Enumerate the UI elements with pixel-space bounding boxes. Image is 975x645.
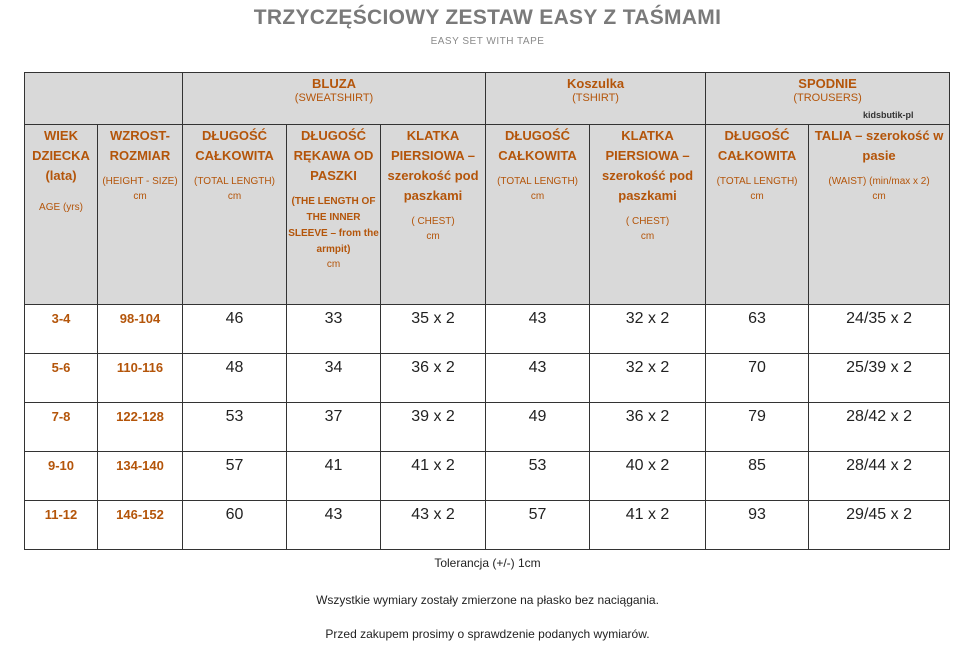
column-header-unit: cm bbox=[426, 231, 440, 242]
column-header-unit: cm bbox=[133, 191, 147, 202]
group-name-en: (TSHIRT) bbox=[572, 92, 619, 104]
column-header-english: (HEIGHT - SIZE) bbox=[102, 176, 178, 187]
group-name: Koszulka bbox=[567, 76, 625, 91]
column-header bbox=[706, 125, 809, 305]
measurement-cell: 35 x 2 bbox=[381, 305, 486, 354]
measurement-cell: 32 x 2 bbox=[590, 305, 706, 354]
column-header bbox=[486, 125, 590, 305]
table-row bbox=[25, 305, 950, 354]
size-cell: 98-104 bbox=[98, 305, 183, 354]
tolerance-note: Tolerancja (+/-) 1cm bbox=[434, 556, 541, 570]
column-header-row bbox=[25, 125, 950, 305]
table-row bbox=[25, 403, 950, 452]
column-header-unit: cm bbox=[530, 191, 545, 202]
column-header bbox=[183, 125, 287, 305]
measurement-cell: 43 x 2 bbox=[381, 501, 486, 550]
column-header-label: KLATKA PIERSIOWA – szerokość pod paszkami bbox=[387, 128, 479, 203]
measurement-cell: 28/44 x 2 bbox=[809, 452, 950, 501]
age-cell: 5-6 bbox=[25, 354, 98, 403]
column-header-english: (TOTAL LENGTH) bbox=[716, 176, 798, 187]
group-name: BLUZA bbox=[311, 76, 357, 91]
age-cell: 9-10 bbox=[25, 452, 98, 501]
group-header-tshirt bbox=[486, 73, 706, 125]
column-header-english: (TOTAL LENGTH) bbox=[497, 176, 578, 187]
measurement-cell: 43 bbox=[486, 305, 590, 354]
group-name-en: (TROUSERS) bbox=[793, 92, 862, 104]
column-header-english: ( CHEST) bbox=[411, 216, 455, 227]
column-header-unit: cm bbox=[640, 231, 655, 242]
measurement-cell: 40 x 2 bbox=[590, 452, 706, 501]
column-header-english: AGE (yrs) bbox=[39, 202, 83, 213]
column-header-label: WIEK DZIECKA (lata) bbox=[32, 128, 90, 183]
measurement-cell: 39 x 2 bbox=[381, 403, 486, 452]
table-row bbox=[25, 354, 950, 403]
measurement-cell: 29/45 x 2 bbox=[809, 501, 950, 550]
group-name-en: (SWEATSHIRT) bbox=[294, 92, 374, 104]
measurement-cell: 37 bbox=[287, 403, 381, 452]
measurement-cell: 60 bbox=[183, 501, 287, 550]
measurement-cell: 41 bbox=[287, 452, 381, 501]
page-subtitle: EASY SET WITH TAPE bbox=[430, 36, 545, 47]
table-body bbox=[25, 305, 950, 550]
table-row bbox=[25, 501, 950, 550]
column-header bbox=[809, 125, 950, 305]
measurement-cell: 49 bbox=[486, 403, 590, 452]
column-header-unit: cm bbox=[227, 191, 242, 202]
check-note: Przed zakupem prosimy o sprawdzenie podanych wymiarów. bbox=[325, 627, 650, 641]
age-cell: 11-12 bbox=[25, 501, 98, 550]
column-header-label: KLATKA PIERSIOWA – szerokość pod paszkami bbox=[602, 128, 694, 203]
measurement-cell: 46 bbox=[183, 305, 287, 354]
measurement-cell: 36 x 2 bbox=[381, 354, 486, 403]
measurement-cell: 28/42 x 2 bbox=[809, 403, 950, 452]
column-header-unit: cm bbox=[750, 191, 764, 202]
column-header-english: (WAIST) (min/max x 2) bbox=[828, 176, 930, 187]
column-header-label: DŁUGOŚĆ CAŁKOWITA bbox=[717, 128, 797, 163]
column-header-label: DŁUGOŚĆ RĘKAWA OD PASZKI bbox=[293, 128, 374, 183]
column-header-unit: cm bbox=[872, 191, 886, 202]
size-cell: 134-140 bbox=[98, 452, 183, 501]
measurement-note: Wszystkie wymiary zostały zmierzone na płasko bez naciągania. bbox=[316, 593, 659, 607]
measurement-cell: 70 bbox=[706, 354, 809, 403]
column-header bbox=[381, 125, 486, 305]
page-title: TRZYCZĘŚCIOWY ZESTAW EASY Z TAŚMAMI bbox=[253, 6, 722, 29]
measurement-cell: 33 bbox=[287, 305, 381, 354]
measurement-cell: 36 x 2 bbox=[590, 403, 706, 452]
column-header bbox=[98, 125, 183, 305]
measurement-cell: 43 bbox=[287, 501, 381, 550]
table-row bbox=[25, 452, 950, 501]
size-chart-table bbox=[24, 72, 950, 550]
measurement-cell: 93 bbox=[706, 501, 809, 550]
watermark-text: kidsbutik-pl bbox=[863, 110, 914, 120]
age-cell: 3-4 bbox=[25, 305, 98, 354]
group-header-row bbox=[25, 73, 950, 125]
measurement-cell: 63 bbox=[706, 305, 809, 354]
measurement-cell: 41 x 2 bbox=[381, 452, 486, 501]
column-header-english: (THE LENGTH OF THE INNER SLEEVE – from the armpit) bbox=[288, 196, 379, 255]
measurement-cell: 85 bbox=[706, 452, 809, 501]
column-header-english: ( CHEST) bbox=[625, 216, 670, 227]
size-cell: 110-116 bbox=[98, 354, 183, 403]
size-cell: 122-128 bbox=[98, 403, 183, 452]
group-header-blank bbox=[25, 73, 183, 125]
measurement-cell: 25/39 x 2 bbox=[809, 354, 950, 403]
size-cell: 146-152 bbox=[98, 501, 183, 550]
measurement-cell: 53 bbox=[486, 452, 590, 501]
measurement-cell: 41 x 2 bbox=[590, 501, 706, 550]
measurement-cell: 53 bbox=[183, 403, 287, 452]
column-header bbox=[590, 125, 706, 305]
column-header-english: (TOTAL LENGTH) bbox=[194, 176, 275, 187]
measurement-cell: 79 bbox=[706, 403, 809, 452]
column-header-label: WZROST-ROZMIAR bbox=[109, 128, 171, 163]
group-name: SPODNIE bbox=[798, 76, 857, 91]
measurement-cell: 34 bbox=[287, 354, 381, 403]
column-header-label: TALIA – szerokość w pasie bbox=[814, 128, 944, 163]
measurement-cell: 57 bbox=[486, 501, 590, 550]
measurement-cell: 43 bbox=[486, 354, 590, 403]
column-header bbox=[25, 125, 98, 305]
column-header-label: DŁUGOŚĆ CAŁKOWITA bbox=[195, 128, 274, 163]
measurement-cell: 24/35 x 2 bbox=[809, 305, 950, 354]
column-header-label: DŁUGOŚĆ CAŁKOWITA bbox=[498, 128, 577, 163]
column-header bbox=[287, 125, 381, 305]
age-cell: 7-8 bbox=[25, 403, 98, 452]
column-header-unit: cm bbox=[326, 259, 341, 270]
measurement-cell: 48 bbox=[183, 354, 287, 403]
measurement-cell: 57 bbox=[183, 452, 287, 501]
measurement-cell: 32 x 2 bbox=[590, 354, 706, 403]
group-header-sweatshirt bbox=[183, 73, 486, 125]
